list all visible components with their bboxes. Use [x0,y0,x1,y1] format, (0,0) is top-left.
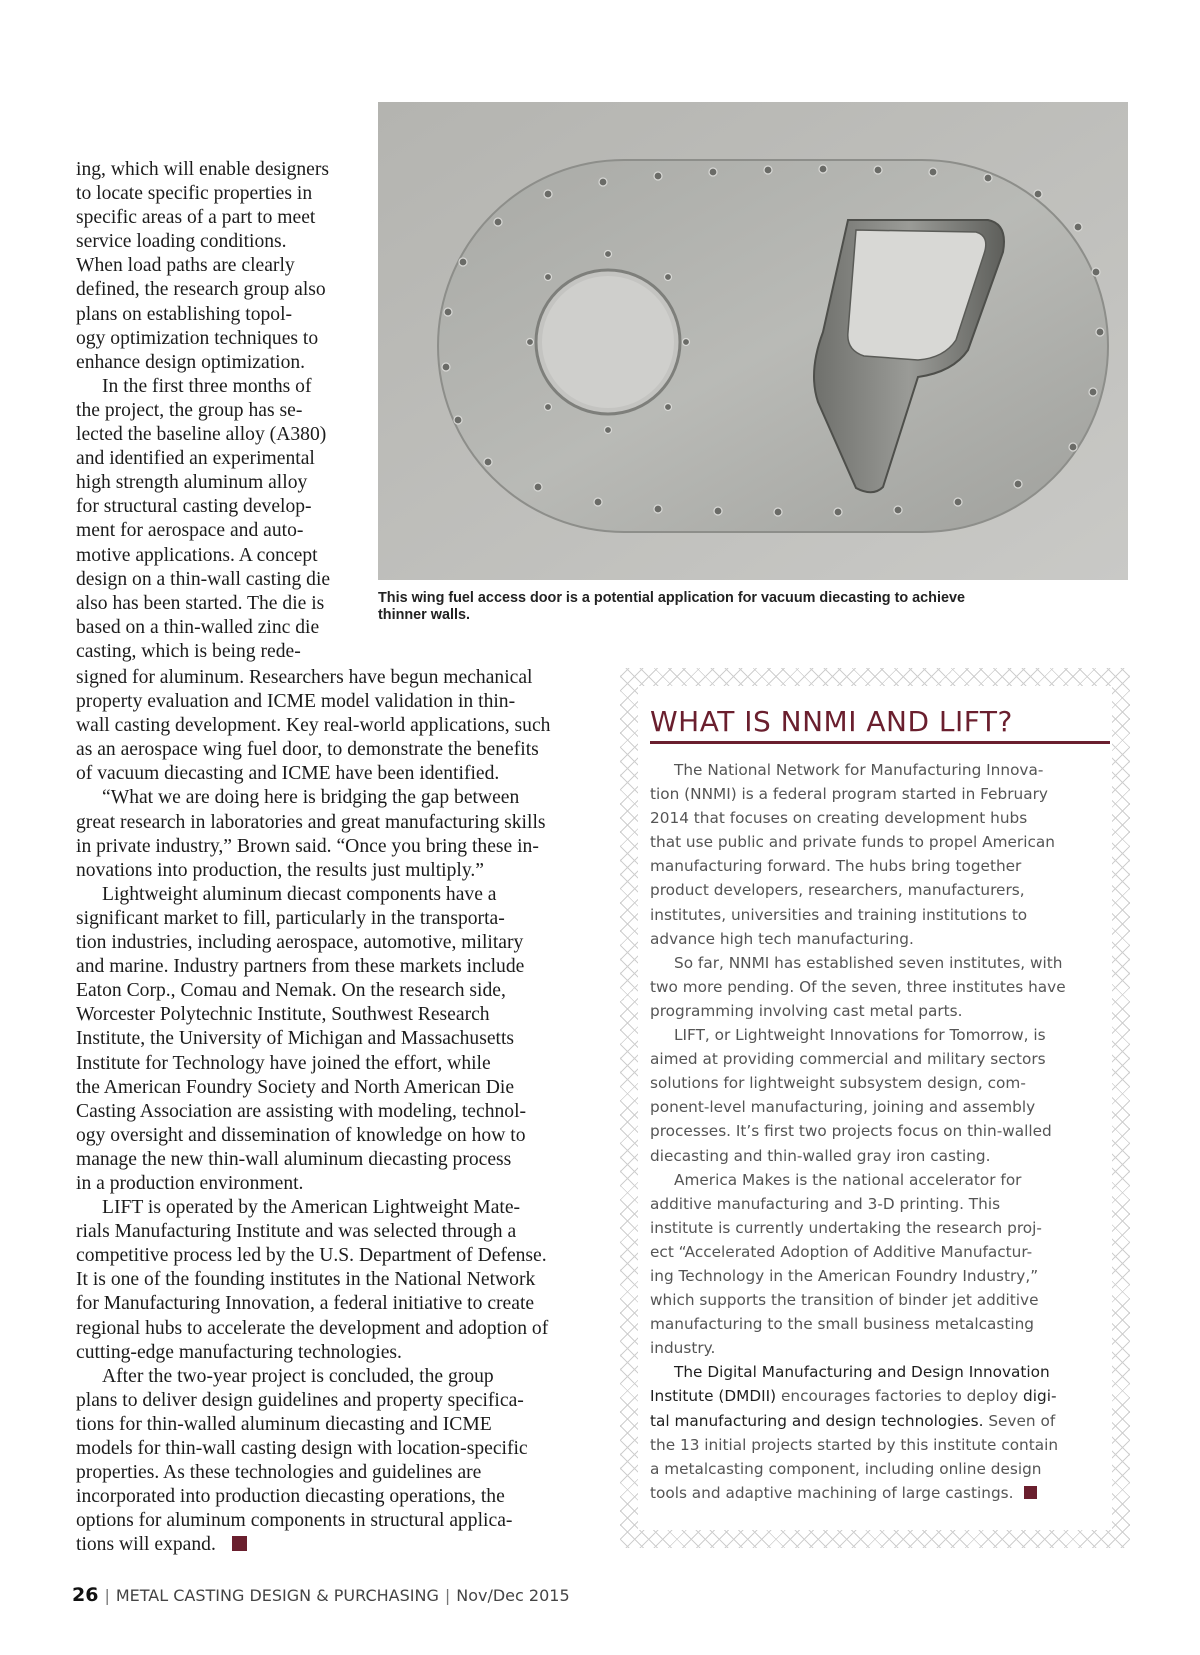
sidebar-line: aimed at providing commercial and military sectors [650,1050,1046,1069]
sidebar-line: LIFT, or Lightweight Innovations for Tomorrow, is [674,1026,1046,1045]
article-line: the project, the group has se- [76,399,303,421]
publication-name: METAL CASTING DESIGN & PURCHASING [115,1586,439,1605]
article-line: tions will expand. [76,1534,216,1556]
article-line: manage the new thin-wall aluminum diecasting process [76,1148,512,1170]
sidebar-line: institute is currently undertaking the research proj- [650,1218,1042,1237]
article-line: signed for aluminum. Researchers have begun mechanical [76,667,533,688]
article-line: regional hubs to accelerate the development and adoption of [76,1317,549,1339]
article-line: Lightweight aluminum diecast components have a [102,883,497,905]
sidebar-line: that use public and private funds to propel American [650,833,1055,852]
article-line: design on a thin-wall casting die [76,568,331,590]
article-line: LIFT is operated by the American Lightweight Mate- [102,1197,521,1219]
article-column-top [76,158,358,664]
sidebar-line: ponent-level manufacturing, joining and assembly [650,1098,1036,1117]
sidebar-text [650,758,1112,1505]
fuel-door-illustration [378,102,1128,580]
article-line: property evaluation and ICME model validation in thin- [76,691,516,713]
article-line: of vacuum diecasting and ICME have been identified. [76,763,500,785]
article-line: lected the baseline alloy (A380) [76,424,327,446]
sidebar-end-line [650,1481,1112,1505]
sidebar-line [650,1409,1112,1433]
article-line: to locate specific properties in [76,183,313,205]
fuel-door-photo [378,102,1128,580]
article-line: for Manufacturing Innovation, a federal initiative to create [76,1293,535,1315]
sidebar-line: America Makes is the national accelerator for [674,1170,1022,1189]
sidebar-text-run: tal manufacturing and design technologies. [650,1411,984,1430]
article-line: plans on establishing topol- [76,303,293,325]
article-line: ing, which will enable designers [76,159,330,180]
sidebar-line: ing Technology in the American Foundry Industry,” [650,1266,1039,1285]
article-line: Institute, the University of Michigan and Massachusetts [76,1028,515,1050]
article-line: specific areas of a part to meet [76,207,316,229]
footer-separator: | [104,1586,110,1605]
sidebar-line: solutions for lightweight subsystem design, com- [650,1074,1026,1093]
page-footer [72,1584,570,1606]
article-line: tions for thin-walled aluminum diecasting and ICME [76,1413,492,1435]
article-line: Institute for Technology have joined the effort, while [76,1052,491,1074]
sidebar-title: WHAT IS NNMI AND LIFT? [650,705,1013,738]
sidebar-line: institutes, universities and training institutions to [650,905,1028,924]
article-line: In the first three months of [102,375,312,397]
sidebar-line: The Digital Manufacturing and Design Innovation [674,1363,1050,1382]
article-line: great research in laboratories and great manufacturing skills [76,811,546,833]
photo-caption [378,590,1078,624]
article-line: ogy oversight and dissemination of knowledge on how to [76,1124,526,1146]
sidebar-line: manufacturing forward. The hubs bring together [650,857,1022,876]
article-line: rials Manufacturing Institute and was selected through a [76,1221,517,1243]
article-line: ment for aerospace and auto- [76,520,304,542]
sidebar-line: product developers, researchers, manufacturers, [650,881,1025,900]
sidebar-line: 2014 that focuses on creating development hubs [650,809,1028,828]
sidebar-line: manufacturing to the small business metalcasting [650,1315,1034,1334]
article-line: models for thin-wall casting design with location-specific [76,1438,528,1459]
sidebar-line: additive manufacturing and 3-D printing. This [650,1194,1001,1213]
article-line: and marine. Industry partners from these markets include [76,956,525,978]
article-line: casting, which is being rede- [76,640,301,662]
end-mark-icon [1024,1486,1037,1499]
sidebar-line: tools and adaptive machining of large castings. [650,1483,1014,1502]
sidebar-title-rule [650,741,1110,744]
sidebar-text-run: Seven of [983,1411,1056,1430]
sidebar-line: industry. [650,1339,716,1358]
article-line: as an aerospace wing fuel door, to demonstrate the benefits [76,739,539,761]
sidebar-line [650,1384,1112,1408]
article-line: the American Foundry Society and North American Die [76,1076,515,1098]
sidebar-line: the 13 initial projects started by this institute contain [650,1435,1059,1454]
article-line: When load paths are clearly [76,255,295,277]
article-line: It is one of the founding institutes in the National Network [76,1269,536,1291]
article-end-line [76,1533,596,1557]
sidebar-line: So far, NNMI has established seven institutes, with [674,953,1063,972]
sidebar-line: diecasting and thin-walled gray iron casting. [650,1146,991,1165]
sidebar-text-run: Institute (DMDII) [650,1387,777,1406]
sidebar-line: programming involving cast metal parts. [650,1001,963,1020]
end-mark-icon [232,1536,247,1551]
sidebar-line: advance high tech manufacturing. [650,929,914,948]
sidebar-line: which supports the transition of binder jet additive [650,1291,1039,1310]
sidebar-line: tion (NNMI) is a federal program started in February [650,785,1048,804]
article-line: based on a thin-walled zinc die [76,616,320,638]
article-line: “What we are doing here is bridging the gap between [102,787,520,809]
page-number: 26 [72,1584,99,1606]
article-line: service loading conditions. [76,231,287,253]
article-line: incorporated into production diecasting operations, the [76,1486,505,1508]
article-line: significant market to fill, particularly in the transporta- [76,907,505,929]
article-line: competitive process led by the U.S. Department of Defense. [76,1245,547,1267]
sidebar-line: ect “Accelerated Adoption of Additive Manufactur- [650,1242,1033,1261]
article-line: tion industries, including aerospace, automotive, military [76,932,524,954]
article-line: options for aluminum components in structural applica- [76,1510,513,1532]
sidebar-line: processes. It’s first two projects focus on thin-walled [650,1122,1052,1141]
article-line: properties. As these technologies and guidelines are [76,1462,482,1484]
article-line: high strength aluminum alloy [76,472,308,494]
article-column-main [76,666,596,1557]
article-line: Casting Association are assisting with modeling, technol- [76,1100,527,1122]
article-line: cutting-edge manufacturing technologies. [76,1341,402,1363]
article-line: wall casting development. Key real-world applications, such [76,715,551,737]
sidebar-text-run: digi- [1023,1387,1057,1406]
sidebar-line: two more pending. Of the seven, three institutes have [650,977,1066,996]
caption-line: thinner walls. [378,607,470,623]
footer-separator: | [444,1586,451,1605]
article-line: ogy optimization techniques to [76,327,319,349]
issue-date: Nov/Dec 2015 [456,1586,570,1605]
article-line: in a production environment. [76,1172,304,1194]
article-line: defined, the research group also [76,279,326,301]
sidebar-line: The National Network for Manufacturing Innova- [674,761,1044,779]
article-line: After the two-year project is concluded, the group [102,1365,494,1387]
sidebar-line: a metalcasting component, including online design [650,1459,1042,1478]
article-line: plans to deliver design guidelines and property specifica- [76,1389,524,1411]
article-line: also has been started. The die is [76,592,325,614]
article-line: motive applications. A concept [76,544,318,566]
article-line: Worcester Polytechnic Institute, Southwest Research [76,1004,490,1026]
sidebar-text-run: encourages factories to deploy [776,1387,1024,1406]
article-line: for structural casting develop- [76,496,312,518]
article-line: enhance design optimization. [76,351,306,373]
caption-line: This wing fuel access door is a potential application for vacuum diecasting to achieve [378,590,965,606]
article-line: novations into production, the results just multiply.” [76,859,484,881]
article-line: and identified an experimental [76,448,315,470]
article-line: Eaton Corp., Comau and Nemak. On the research side, [76,980,506,1002]
article-line: in private industry,” Brown said. “Once you bring these in- [76,835,539,857]
